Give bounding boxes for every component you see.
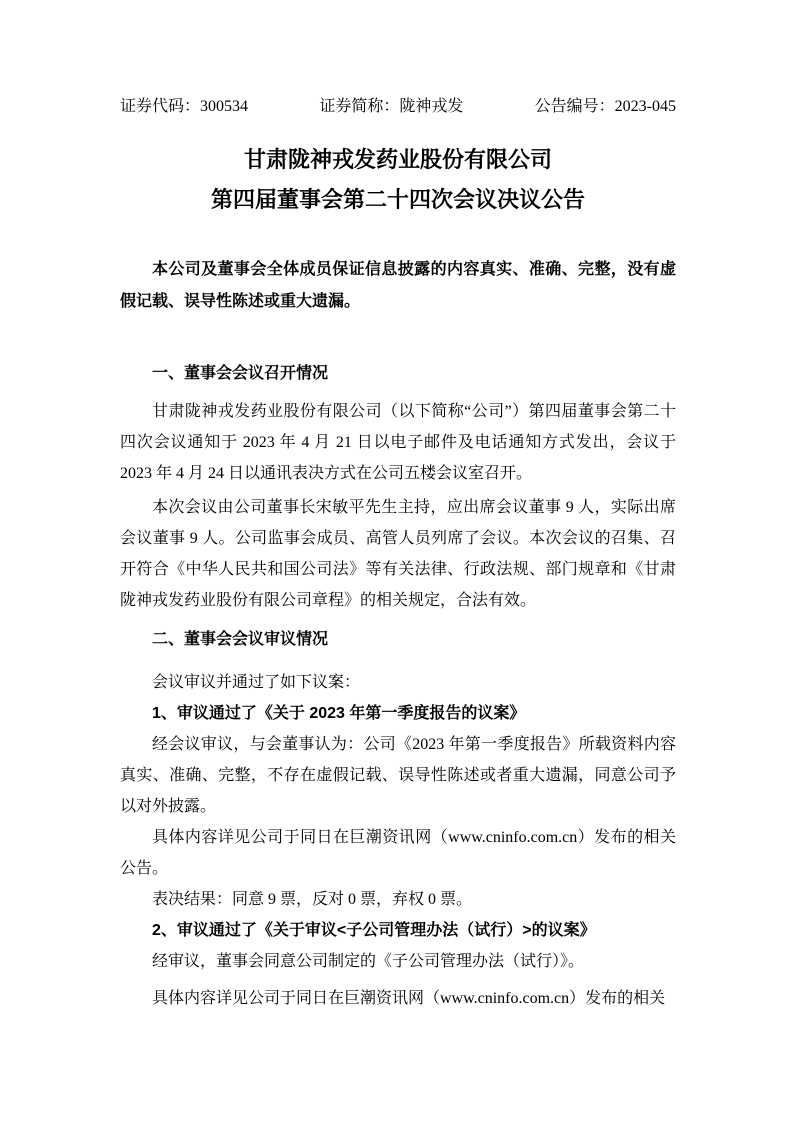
item-2-heading: 2、审议通过了《关于审议<子公司管理办法（试行）>的议案》 [152,922,596,939]
section-1-heading: 一、董事会会议召开情况 [152,365,329,382]
disclaimer-statement: 本公司及董事会全体成员保证信息披露的内容真实、准确、完整，没有虚假记载、误导性陈述或重大遗漏。 [120,261,676,310]
paragraph-item1-vote-result: 表决结果：同意 9 票，反对 0 票，弃权 0 票。 [152,891,473,908]
section-2-heading: 二、董事会会议审议情况 [152,631,329,648]
item-1-heading: 1、审议通过了《关于 2023 年第一季度报告的议案》 [152,705,526,722]
meeting-resolution-title: 第四届董事会第二十四次会议决议公告 [210,187,585,212]
company-name-title: 甘肃陇神戎发药业股份有限公司 [243,147,552,172]
paragraph-meeting-notice: 甘肃陇神戎发药业股份有限公司（以下简称“公司”）第四届董事会第二十四次会议通知于 2023 年 4 月 21 日以电子邮件及电话通知方式发出，会议于 2023 年 4 月 24 日以通讯表决方式在公司五楼会议室召开。 [120,403,676,482]
paragraph-meeting-attendance: 本次会议由公司董事长宋敏平先生主持，应出席会议董事 9 人，实际出席会议董事 9 人。公司监事会成员、高管人员列席了会议。本次会议的召集、召开符合《中华人民共和国公司法》等有关法律、行政法规、部门规章和《甘肃陇神戎发药业股份有限公司章程》的相关规定，合法有效。 [120,499,676,609]
paragraph-item1-disclosure: 具体内容详见公司于同日在巨潮资讯网（www.cninfo.com.cn）发布的相关公告。 [120,829,676,877]
document-title [120,140,676,220]
paragraph-item2-disclosure: 具体内容详见公司于同日在巨潮资讯网（www.cninfo.com.cn）发布的相关 [152,990,666,1007]
announcement-number: 公告编号：2023-045 [534,98,676,115]
document-header [120,96,676,117]
stock-short-name: 证券简称：陇神戎发 [319,98,464,115]
stock-code: 证券代码：300534 [120,98,249,115]
paragraph-item2-opinion: 经审议，董事会同意公司制定的《子公司管理办法（试行）》。 [152,953,585,970]
page-content [120,96,676,1014]
paragraph-item1-opinion: 经会议审议，与会董事认为：公司《2023 年第一季度报告》所载资料内容真实、准确、完整，不存在虚假记载、误导性陈述或者重大遗漏，同意公司予以对外披露。 [120,736,676,815]
paragraph-review-intro: 会议审议并通过了如下议案： [152,674,361,691]
